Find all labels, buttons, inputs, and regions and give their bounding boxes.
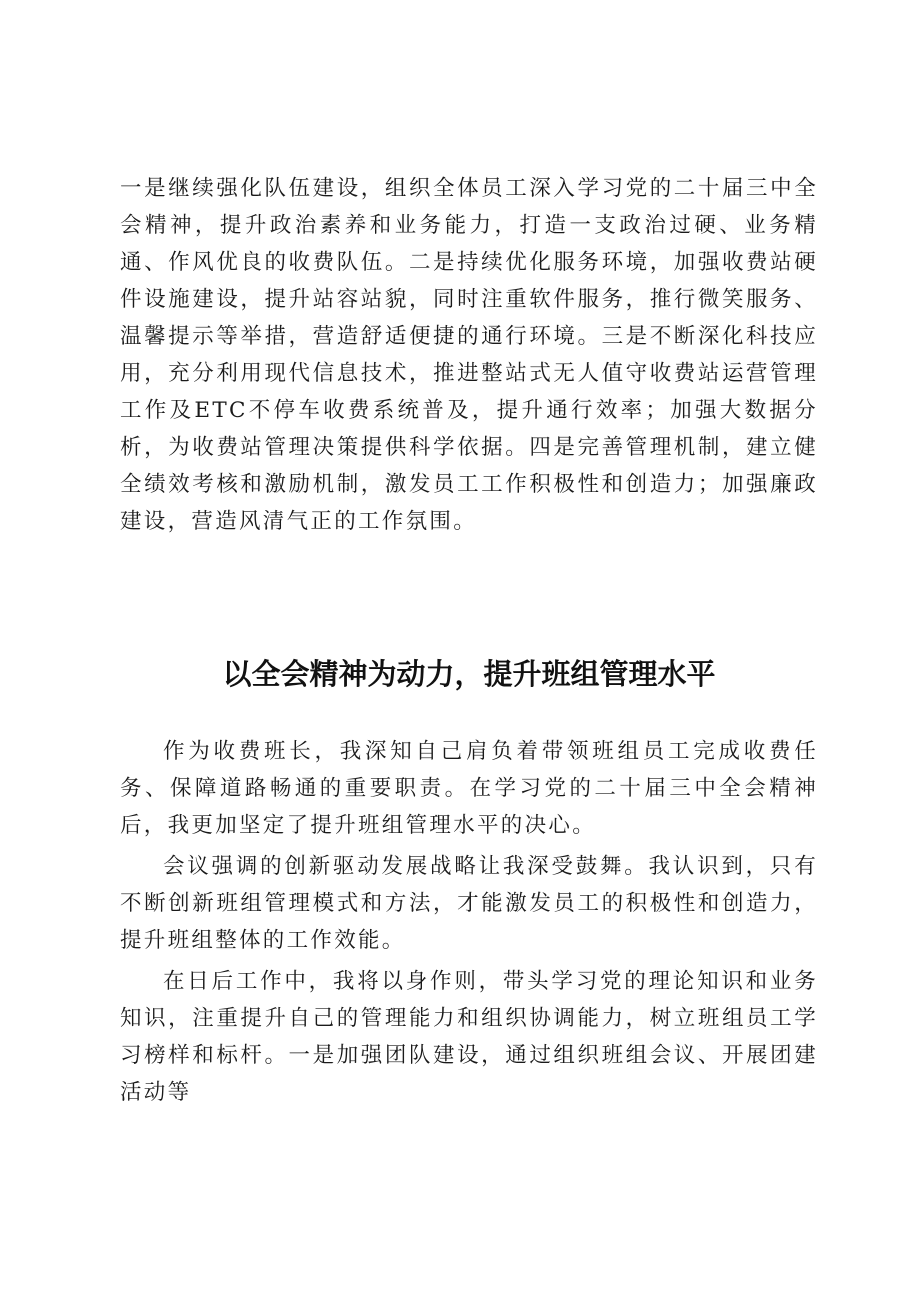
section-paragraph-1: 作为收费班长，我深知自己肩负着带领班组员工完成收费任务、保障道路畅通的重要职责。在学习党的二十届三中全会精神后，我更加坚定了提升班组管理水平的决心。	[120, 739, 818, 838]
section-paragraph-2: 会议强调的创新驱动发展战略让我深受鼓舞。我认识到，只有不断创新班组管理模式和方法，才能激发员工的积极性和创造力，提升班组整体的工作效能。	[120, 854, 818, 953]
section-paragraph-3: 在日后工作中，我将以身作则，带头学习党的理论知识和业务知识，注重提升自己的管理能力和组织协调能力，树立班组员工学习榜样和标杆。一是加强团队建设，通过组织班组会议、开展团建活动等	[120, 969, 818, 1105]
section-body	[120, 733, 818, 1111]
section-heading: 以全会精神为动力，提升班组管理水平	[222, 657, 716, 691]
intro-paragraph: 一是继续强化队伍建设，组织全体员工深入学习党的二十届三中全会精神，提升政治素养和业务能力，打造一支政治过硬、业务精通、作风优良的收费队伍。二是持续优化服务环境，加强收费站硬件设施建设，提升站容站貌，同时注重软件服务，推行微笑服务、温馨提示等举措，营造舒适便捷的通行环境。三是不断深化科技应用，充分利用现代信息技术，推进整站式无人值守收费站运营管理工作及ETC不停车收费系统普及，提升通行效率；加强大数据分析，为收费站管理决策提供科学依据。四是完善管理机制，建立健全绩效考核和激励机制，激发员工工作积极性和创造力；加强廉政建设，营造风清气正的工作氛围。	[120, 176, 818, 534]
